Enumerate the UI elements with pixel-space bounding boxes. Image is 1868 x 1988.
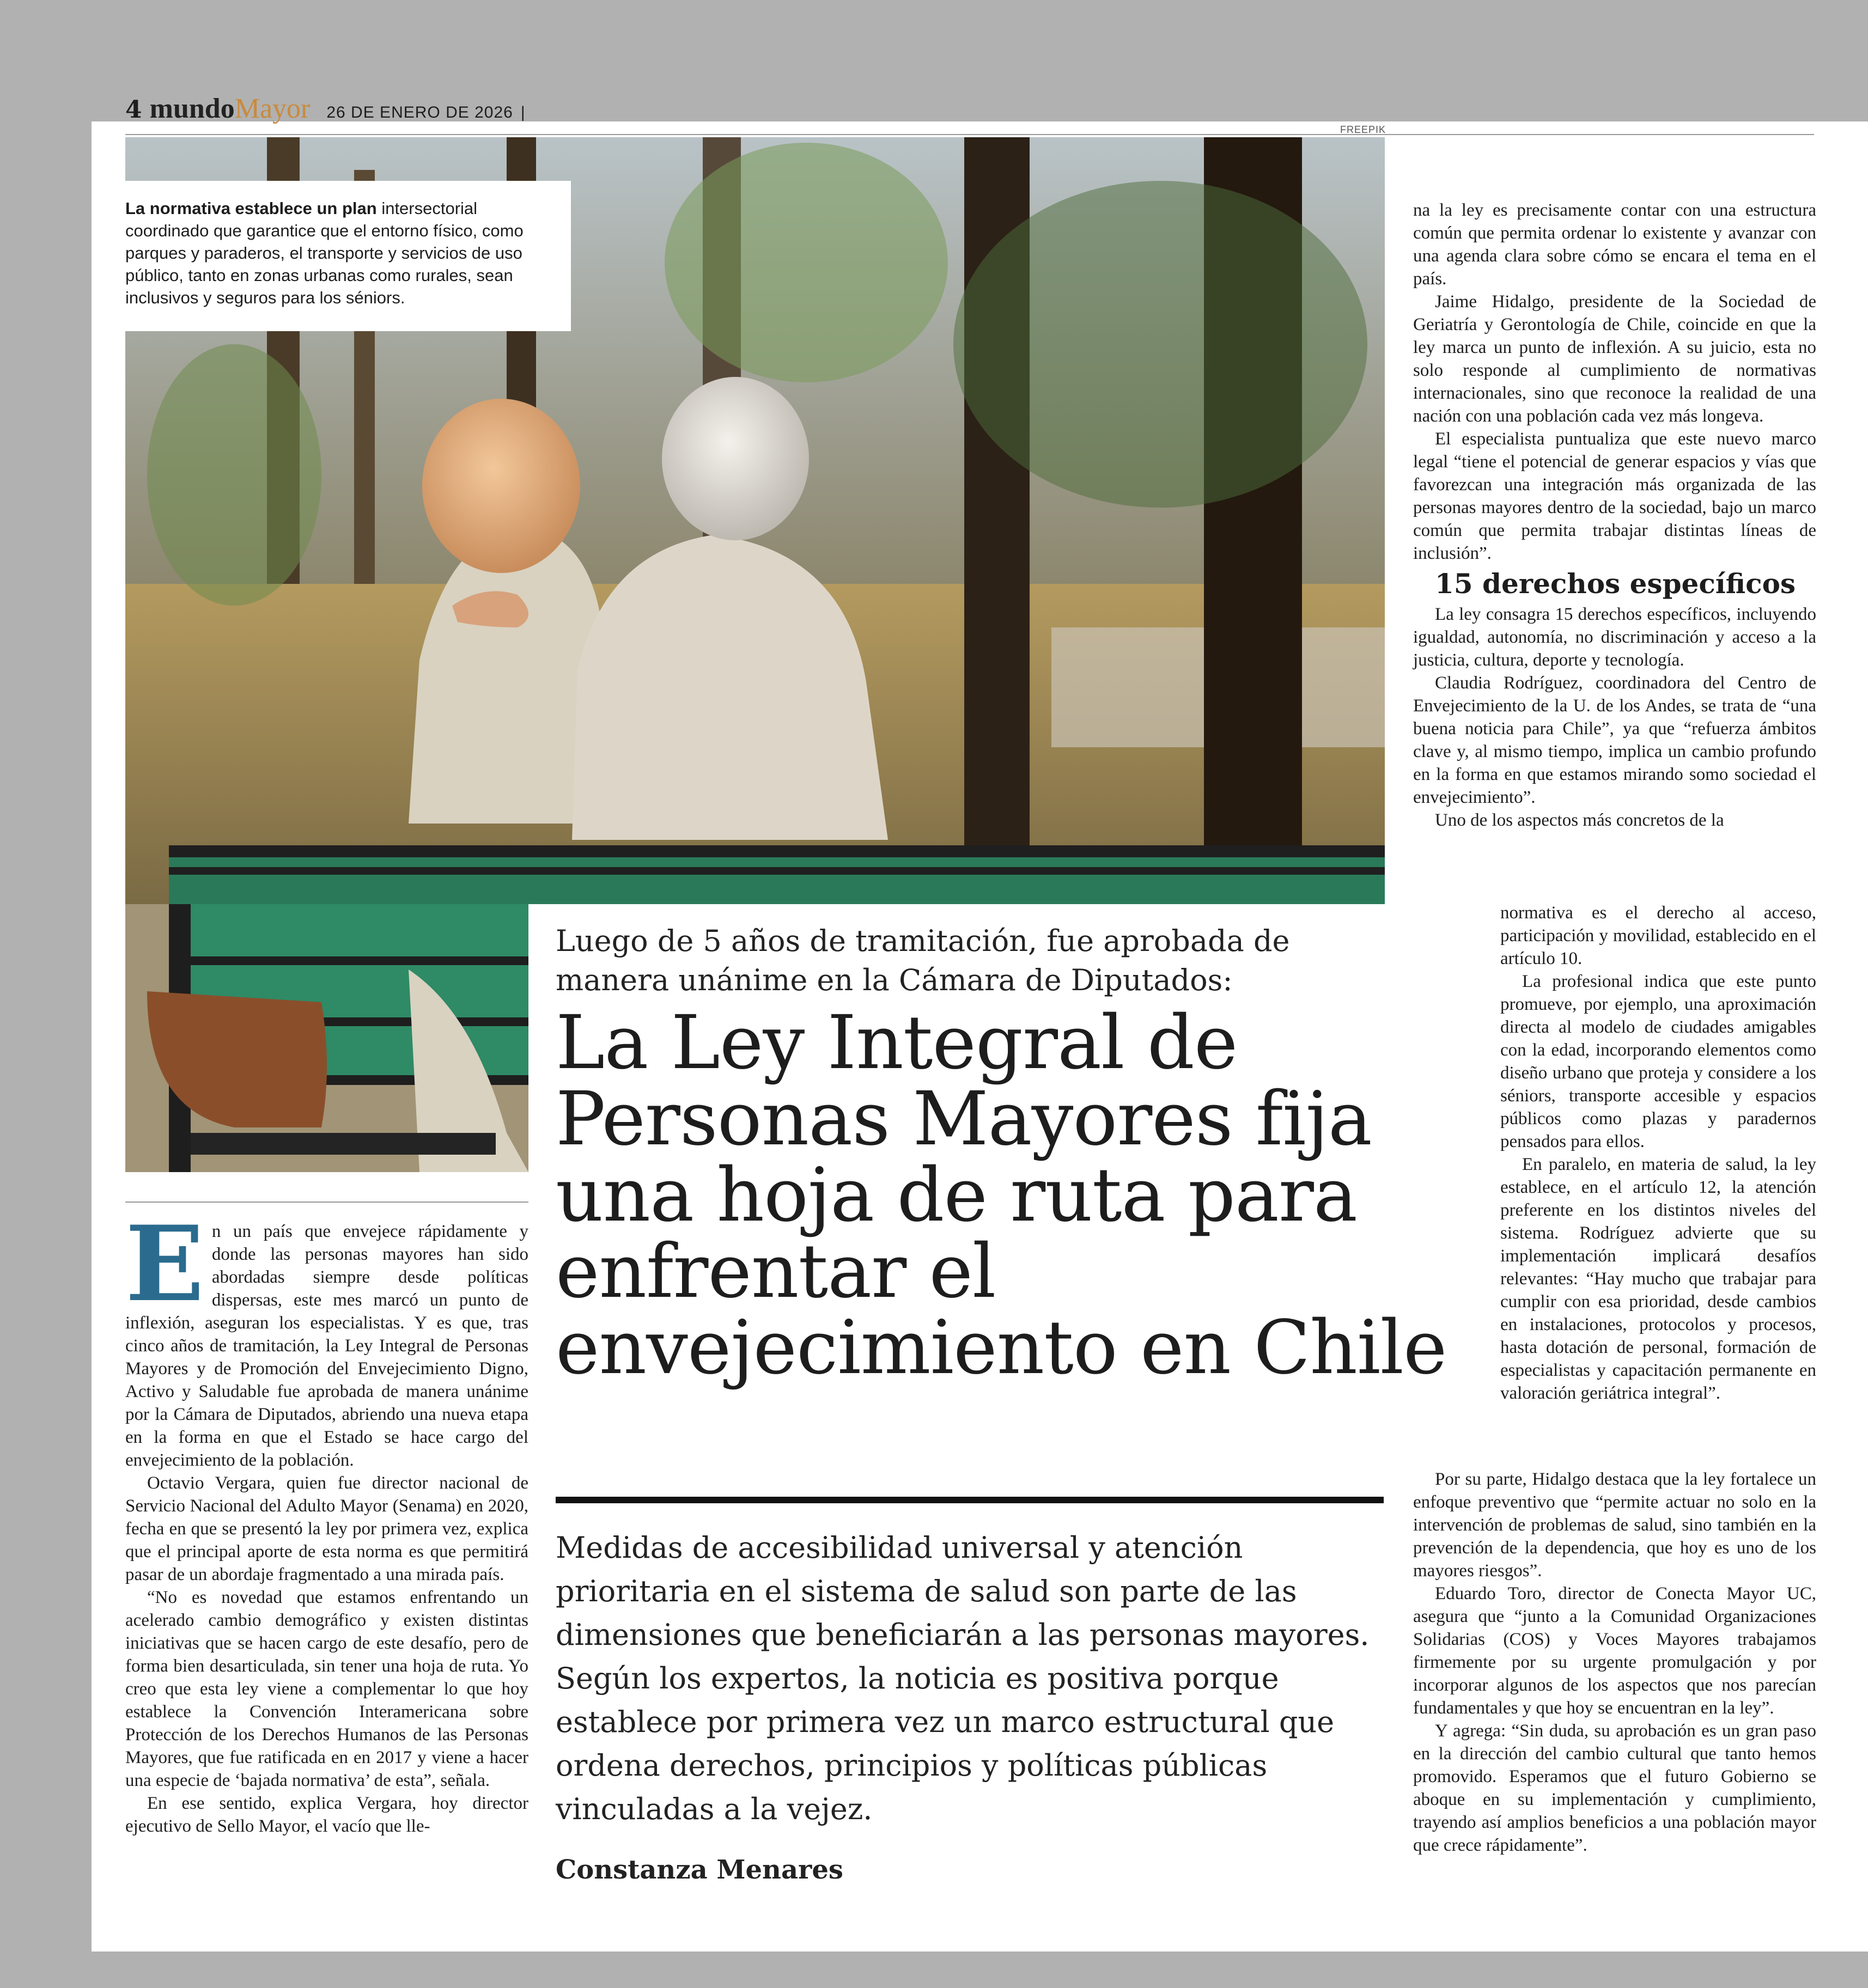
body-column-3-bottom — [1413, 1468, 1816, 1857]
section-subhead: 15 derechos específicos — [1435, 568, 1796, 600]
drop-cap: E — [125, 1203, 204, 1325]
brand-mayor: Mayor — [234, 93, 311, 124]
paragraph: La profesional indica que este punto promueve, por ejemplo, una aproximación directa al modelo de ciudades amigables con la edad, incorporando elementos como diseño urbano que proteja y considere a los séniors, transporte accesible y espacios públicos como plazas y paradernos pensados para ellos. — [1500, 972, 1816, 1151]
article-byline: Constanza Menares — [556, 1855, 843, 1885]
paragraph: Claudia Rodríguez, coordinadora del Centro de Envejecimiento de la U. de los Andes, se trata de “una buena noticia para Chile”, ya que “refuerza ámbitos clave y, al mismo tiempo, implica un cambio profundo en la forma en que estamos mirando somo sociedad el envejecimiento”. — [1413, 673, 1816, 807]
paragraph: normativa es el derecho al acceso, participación y movilidad, establecido en el artículo 10. — [1500, 903, 1816, 968]
body-column-3 — [1413, 199, 1816, 832]
photo-caption — [125, 197, 545, 309]
paragraph: En ese sentido, explica Vergara, hoy director ejecutivo de Sello Mayor, el vacío que lle- — [125, 1794, 528, 1836]
paragraph: Y agrega: “Sin duda, su aprobación es un gran paso en la dirección del cambio cultural que tanto hemos promovido. Esperamos que el futuro Gobierno se aboque en su implementación y cumplimiento, trayendo así amplios beneficios a una población mayor que crece rápidamente”. — [1413, 1721, 1816, 1855]
column-rule — [125, 1202, 528, 1203]
article-kicker: Luego de 5 años de tramitación, fue aprobada de manera unánime en la Cámara de Diputados: — [556, 924, 1290, 997]
paragraph: “No es novedad que estamos enfrentando un acelerado cambio demográfico y existen distintas iniciativas que se hacen cargo de este desafío, pero de forma bien desarticulada, sin tener una hoja de ruta. Yo creo que esta ley viene a complementar lo que hoy establece la Convención Interamericana sobre Protección de los Derechos Humanos de las Personas Mayores, que fue ratificada en en 2017 y viene a hacer una especie de ‘bajada normativa’ de esta”, señala. — [125, 1588, 528, 1790]
body-column-1 — [125, 1203, 528, 1838]
paragraph: En paralelo, en materia de salud, la ley establece, en el artículo 12, la atención preferente en los distintos niveles del sistema. Rodríguez advierte que su implementación implicará desafíos relevantes: “Hay mucho que trabajar para cumplir con esa prioridad, desde cambios en instalaciones, protocolos y procesos, hasta dotación de personal, formación de especialistas y capacitación permanente en valoración geriátrica integral”. — [1500, 1155, 1816, 1403]
bench-photo-lower — [125, 904, 528, 1172]
page-header — [125, 93, 525, 125]
caption-lead: La normativa establece un plan — [125, 199, 377, 218]
page-number: 4 — [125, 96, 142, 124]
paragraph: na la ley es precisamente contar con una estructura común que permita ordenar lo existente y avanzar con una agenda clara sobre cómo se encara el tema en el país. — [1413, 200, 1816, 289]
issue-date: 26 DE ENERO DE 2026 — [326, 103, 513, 121]
paragraph: La ley consagra 15 derechos específicos, incluyendo igualdad, autonomía, no discriminación y acceso a la justicia, cultura, deporte y tecnología. — [1413, 605, 1816, 670]
header-rule — [125, 134, 1814, 135]
paragraph: Jaime Hidalgo, presidente de la Sociedad de Geriatría y Gerontología de Chile, coincide en que la ley marca un punto de inflexión. A su juicio, esta no solo responde al cumplimiento de normativas internacionales, sino que reconoce la realidad de una nación con una población cada vez más longeva. — [1413, 292, 1816, 426]
photo-illustration-lower — [125, 904, 528, 1172]
photo-credit: FREEPIK — [1340, 124, 1386, 135]
body-column-3-narrow — [1500, 901, 1816, 1405]
paragraph: Por su parte, Hidalgo destaca que la ley fortalece un enfoque preventivo que “permite actuar no solo en la intervención de problemas de salud, sino también en la prevención de la dependencia, que hoy es uno de los mayores riesgos”. — [1413, 1469, 1816, 1581]
article-lede: Medidas de accesibilidad universal y atención prioritaria en el sistema de salud son parte de las dimensiones que beneficiarán a las personas mayores. Según los expertos, la noticia es positiva porque establece por primera vez un marco estructural que ordena derechos, principios y políticas públicas vinculadas a la vejez. — [556, 1530, 1370, 1826]
headline-rule — [556, 1497, 1384, 1503]
article-headline: La Ley Integral de Personas Mayores fija una hoja de ruta para enfrentar el envejecimiento en Chile — [556, 1000, 1447, 1391]
paragraph: n un país que envejece rápidamente y donde las personas mayores han sido abordadas siempre desde políticas dispersas, este mes marcó un punto de inflexión, aseguran los especialistas. Y es que, tras cinco años de tramitación, la Ley Integral de Personas Mayores y de Promoción del Envejecimiento Digno, Activo y Saludable fue aprobada de manera unánime por la Cámara de Diputados, abriendo una nueva etapa en la forma en que el Estado se hace cargo del envejecimiento de la población. — [125, 1222, 528, 1470]
paragraph: Eduardo Toro, director de Conecta Mayor UC, asegura que “junto a la Comunidad Organizaciones Solidarias (COS) y Voces Mayores trabajamos firmemente por su urgente promulgación y por incorporar algunos de los aspectos que nos parecían fundamentales y que hoy se encuentran en la ley”. — [1413, 1584, 1816, 1718]
paragraph: Uno de los aspectos más concretos de la — [1435, 810, 1724, 830]
paragraph: El especialista puntualiza que este nuevo marco legal “tiene el potencial de generar espacios y vías que favorezcan una integración más organizada de las personas mayores dentro de la sociedad, bajo un marco común que permita trabajar distintas líneas de inclusión”. — [1413, 429, 1816, 563]
brand-mundo: mundo — [149, 93, 235, 124]
paragraph: Octavio Vergara, quien fue director nacional de Servicio Nacional del Adulto Mayor (Senama) en 2020, fecha en que se presentó la ley por primera vez, explica que el principal aporte de esta norma es que permitirá pasar de un abordaje fragmentado a una mirada país. — [125, 1473, 528, 1584]
header-separator: | — [520, 103, 525, 121]
caption-text: intersectorial coordinado que garantice que el entorno físico, como parques y paraderos, el transporte y servicios de uso público, tanto en zonas urbanas como rurales, sean inclusivos y seguros para los séniors. — [125, 199, 524, 307]
